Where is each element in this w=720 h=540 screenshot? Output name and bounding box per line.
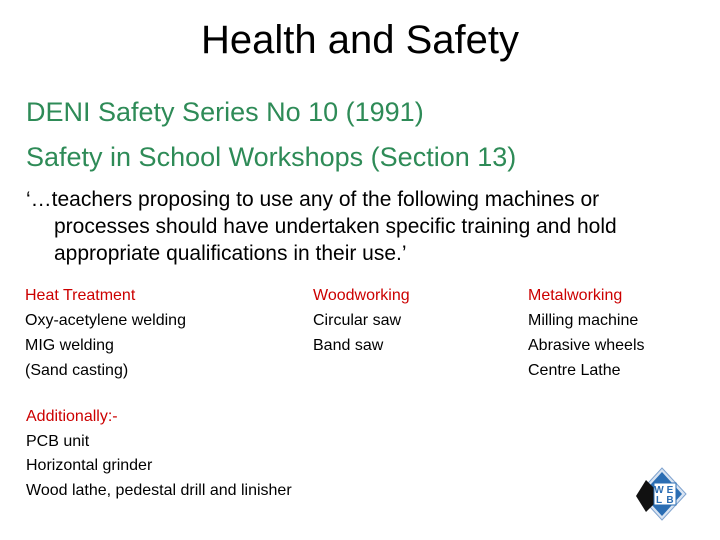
quote-line: appropriate qualifications in their use.’ (54, 242, 407, 265)
quote-line: processes should have undertaken specific training and hold (54, 215, 617, 238)
subtitle-school-workshops: Safety in School Workshops (Section 13) (26, 142, 517, 172)
column-heading: Heat Treatment (25, 287, 136, 304)
welb-logo-icon (632, 466, 688, 522)
column-metalworking (528, 283, 645, 383)
additional-list (26, 405, 292, 503)
list-item: Oxy-acetylene welding (25, 312, 186, 329)
additional-heading: Additionally:- (26, 408, 118, 425)
list-item: Abrasive wheels (528, 337, 645, 354)
list-item: (Sand casting) (25, 362, 129, 379)
list-item: PCB unit (26, 432, 90, 450)
list-item: Circular saw (313, 312, 402, 329)
slide-title: Health and Safety (201, 18, 519, 62)
list-item: Horizontal grinder (26, 457, 153, 474)
column-heat-treatment (25, 283, 186, 383)
logo-letter: W (654, 485, 664, 496)
quote-block (26, 186, 706, 267)
quote-line: ‘…teachers proposing to use any of the following machines or (26, 188, 600, 211)
list-item: Band saw (313, 337, 384, 354)
list-item: Milling machine (528, 312, 639, 329)
column-heading: Woodworking (313, 287, 410, 304)
list-item: MIG welding (25, 337, 114, 354)
subtitle-deni-series: DENI Safety Series No 10 (1991) (26, 97, 424, 127)
column-heading: Metalworking (528, 287, 623, 304)
list-item: Wood lathe, pedestal drill and linisher (26, 481, 292, 499)
logo-letter: L (655, 495, 663, 506)
logo-letter: B (666, 495, 674, 506)
logo-letter: E (666, 485, 674, 496)
list-item: Centre Lathe (528, 362, 621, 379)
column-woodworking (313, 283, 410, 358)
